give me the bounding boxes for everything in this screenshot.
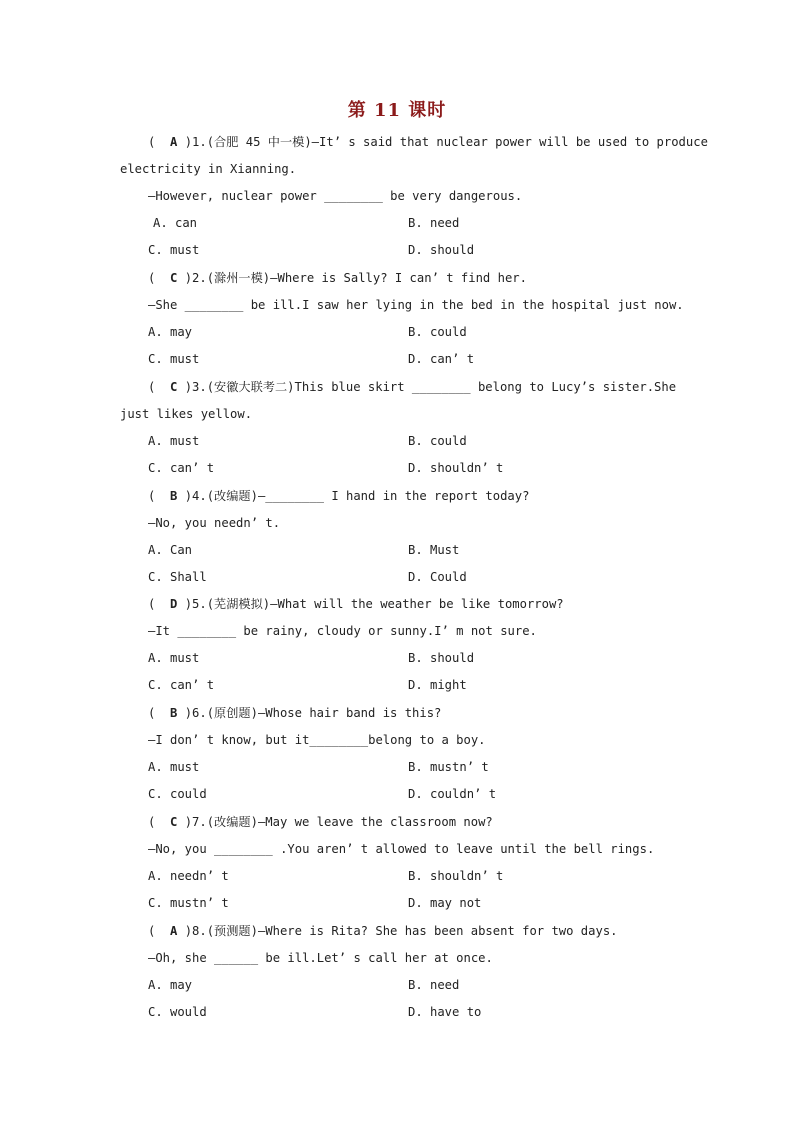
option-b: B. need — [408, 978, 460, 992]
question-reply: —No, you ________ .You aren’ t allowed to leave until the bell rings. — [148, 842, 655, 856]
question-7 — [120, 809, 690, 917]
option-a: A. Can — [148, 543, 193, 557]
option-d: D. may not — [408, 896, 482, 910]
question-3 — [120, 374, 690, 482]
option-a: A. may — [148, 978, 193, 992]
option-a: A. must — [148, 760, 200, 774]
question-4 — [120, 483, 690, 591]
options-row — [120, 319, 690, 346]
question-reply: —It ________ be rainy, cloudy or sunny.I’ m not sure. — [148, 624, 537, 638]
answer-letter: A — [170, 135, 178, 149]
question-stem-continued: electricity in Xianning. — [120, 162, 297, 176]
option-c: C. mustn’ t — [148, 896, 229, 910]
options-row — [120, 346, 690, 373]
question-reply: —However, nuclear power ________ be very dangerous. — [148, 189, 523, 203]
answer-letter: C — [170, 271, 178, 285]
option-c: C. could — [148, 787, 207, 801]
option-c: C. can’ t — [148, 461, 215, 475]
answer-letter: A — [170, 924, 178, 938]
options-row — [120, 672, 690, 699]
options-row — [120, 210, 690, 237]
option-d: D. can’ t — [408, 352, 475, 366]
option-b: B. mustn’ t — [408, 760, 489, 774]
answer-letter: C — [170, 380, 178, 394]
page-title: 第 11 课时 — [347, 100, 447, 121]
option-a: A. must — [148, 651, 200, 665]
options-row — [120, 999, 690, 1026]
question-reply: —I don’ t know, but it________belong to a boy. — [148, 733, 486, 747]
question-5 — [120, 591, 690, 699]
option-b: B. shouldn’ t — [408, 869, 504, 883]
option-c: C. Shall — [148, 570, 207, 584]
question-stem: ( A )1.(合肥 45 中一模)—It’ s said that nuclear power will be used to produce — [120, 129, 690, 156]
question-stem: ( C )2.(滁州一模)—Where is Sally? I can’ t find her. — [120, 265, 690, 292]
options-row — [120, 237, 690, 264]
question-reply: —She ________ be ill.I saw her lying in the bed in the hospital just now. — [148, 298, 684, 312]
option-d: D. shouldn’ t — [408, 461, 504, 475]
option-b: B. should — [408, 651, 475, 665]
option-d: D. have to — [408, 1005, 482, 1019]
option-c: C. must — [148, 243, 200, 257]
answer-letter: B — [170, 489, 178, 503]
option-d: D. couldn’ t — [408, 787, 497, 801]
option-b: B. need — [408, 216, 460, 230]
question-stem: ( B )4.(改编题)—________ I hand in the report today? — [120, 483, 690, 510]
answer-letter: B — [170, 706, 178, 720]
question-reply: —Oh, she ______ be ill.Let’ s call her at once. — [148, 951, 493, 965]
option-a: A. may — [148, 325, 193, 339]
question-stem: ( D )5.(芜湖模拟)—What will the weather be like tomorrow? — [120, 591, 690, 618]
question-stem: ( C )3.(安徽大联考二)This blue skirt ________ belong to Lucy’s sister.She — [120, 374, 690, 401]
question-stem: ( B )6.(原创题)—Whose hair band is this? — [120, 700, 690, 727]
option-a: A. must — [148, 434, 200, 448]
option-c: C. can’ t — [148, 678, 215, 692]
question-2 — [120, 265, 690, 373]
option-c: C. must — [148, 352, 200, 366]
question-stem: ( A )8.(预测题)—Where is Rita? She has been absent for two days. — [120, 918, 690, 945]
option-d: D. might — [408, 678, 467, 692]
options-row — [120, 754, 690, 781]
option-c: C. would — [148, 1005, 207, 1019]
option-b: B. could — [408, 434, 467, 448]
question-stem: ( C )7.(改编题)—May we leave the classroom now? — [120, 809, 690, 836]
option-a: A. needn’ t — [148, 869, 229, 883]
question-6 — [120, 700, 690, 808]
options-row — [120, 645, 690, 672]
question-1 — [120, 129, 708, 264]
options-row — [120, 428, 690, 455]
question-8 — [120, 918, 690, 1026]
options-row — [120, 863, 690, 890]
options-row — [120, 890, 690, 917]
option-a: A. can — [153, 216, 198, 230]
options-row — [120, 564, 690, 591]
option-d: D. should — [408, 243, 475, 257]
option-b: B. Must — [408, 543, 460, 557]
options-row — [120, 972, 690, 999]
answer-letter: C — [170, 815, 178, 829]
option-b: B. could — [408, 325, 467, 339]
option-d: D. Could — [408, 570, 467, 584]
question-reply: —No, you needn’ t. — [148, 516, 281, 530]
question-stem-continued: just likes yellow. — [120, 407, 253, 421]
answer-letter: D — [170, 597, 178, 611]
options-row — [120, 455, 690, 482]
options-row — [120, 781, 690, 808]
options-row — [120, 537, 690, 564]
